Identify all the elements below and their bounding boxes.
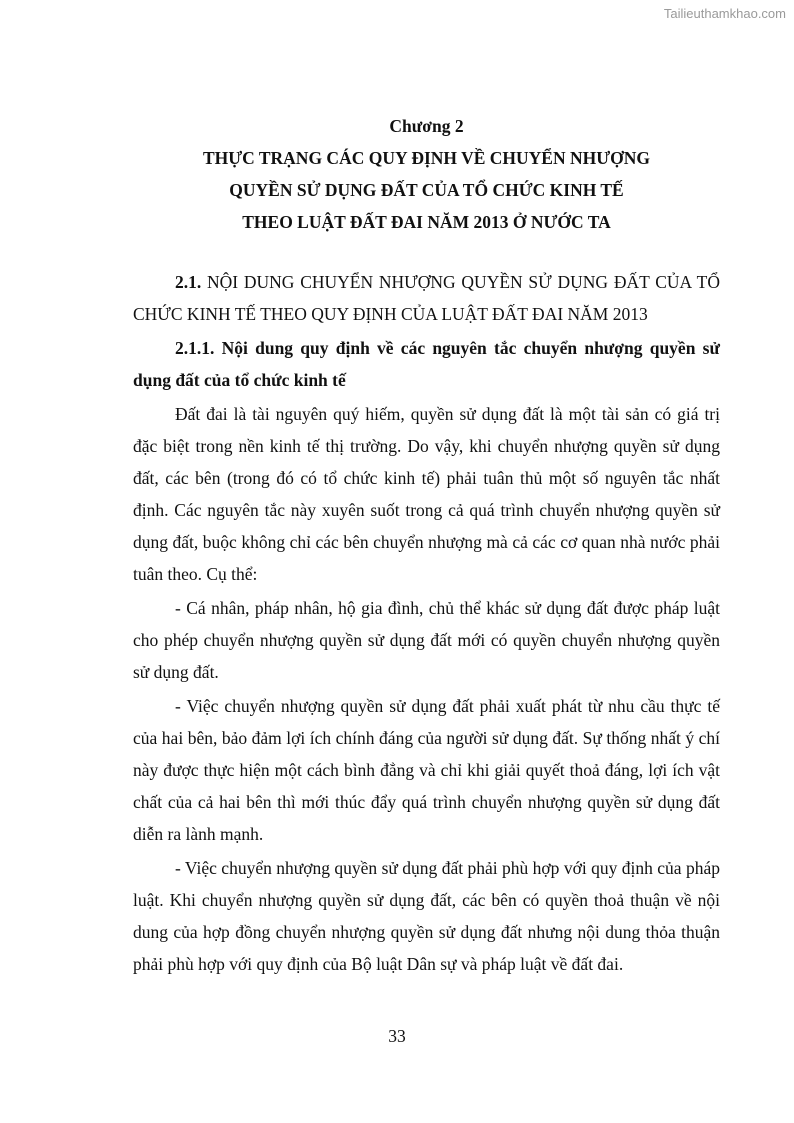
body-paragraph: Đất đai là tài nguyên quý hiếm, quyền sử dụng đất là một tài sản có giá trị đặc biệt trong nền kinh tế thị trường. Do vậy, khi chuyển nhượng quyền sử dụng đất, các bên (trong đó có tổ chức kinh tế) phải tuân thủ một số nguyên tắc nhất định. Các nguyên tắc này xuyên suốt trong cả quá trình chuyển nhượng quyền sử dụng đất, buộc không chỉ các bên chuyển nhượng mà cả các cơ quan nhà nước phải tuân theo. Cụ thể: — [133, 404, 720, 584]
chapter-label: Chương 2 — [389, 116, 464, 136]
body-paragraph: - Cá nhân, pháp nhân, hộ gia đình, chủ thể khác sử dụng đất được pháp luật cho phép chuyển nhượng quyền sử dụng đất mới có quyền chuyển nhượng quyền sử dụng đất. — [133, 598, 720, 682]
body-paragraph: - Việc chuyển nhượng quyền sử dụng đất phải xuất phát từ nhu cầu thực tế của hai bên, bảo đảm lợi ích chính đáng của người sử dụng đất. Sự thống nhất ý chí này được thực hiện một cách bình đẳng và chỉ khi giải quyết thoả đáng, lợi ích vật chất của cả hai bên thì mới thúc đẩy quá trình chuyển nhượng quyền sử dụng đất diễn ra lành mạnh. — [133, 696, 720, 844]
body-paragraph: - Việc chuyển nhượng quyền sử dụng đất phải phù hợp với quy định của pháp luật. Khi chuyển nhượng quyền sử dụng đất, các bên có quyền thoả thuận về nội dung của hợp đồng chuyển nhượng quyền sử dụng đất nhưng nội dung thỏa thuận phải phù hợp với quy định của Bộ luật Dân sự và pháp luật về đất đai. — [133, 858, 720, 974]
watermark: Tailieuthamkhao.com — [663, 6, 786, 21]
chapter-title-line: QUYỀN SỬ DỤNG ĐẤT CỦA TỔ CHỨC KINH TẾ — [229, 180, 624, 200]
section-number: 2.1. — [175, 272, 202, 292]
subsection-heading: 2.1.1. Nội dung quy định về các nguyên tắc chuyển nhượng quyền sử dụng đất của tổ chức kinh tế — [133, 338, 720, 390]
page-number: 33 — [388, 1026, 406, 1046]
section-title: NỘI DUNG CHUYỂN NHƯỢNG QUYỀN SỬ DỤNG ĐẤT CỦA TỔ CHỨC KINH TẾ THEO QUY ĐỊNH CỦA LUẬT ĐẤT ĐAI NĂM 2013 — [133, 272, 720, 324]
chapter-title — [133, 142, 720, 238]
chapter-title-line: THỰC TRẠNG CÁC QUY ĐỊNH VỀ CHUYỂN NHƯỢNG — [202, 148, 651, 168]
document-page — [133, 110, 720, 980]
section-heading — [133, 266, 720, 330]
chapter-title-line: THEO LUẬT ĐẤT ĐAI NĂM 2013 Ở NƯỚC TA — [242, 212, 611, 232]
